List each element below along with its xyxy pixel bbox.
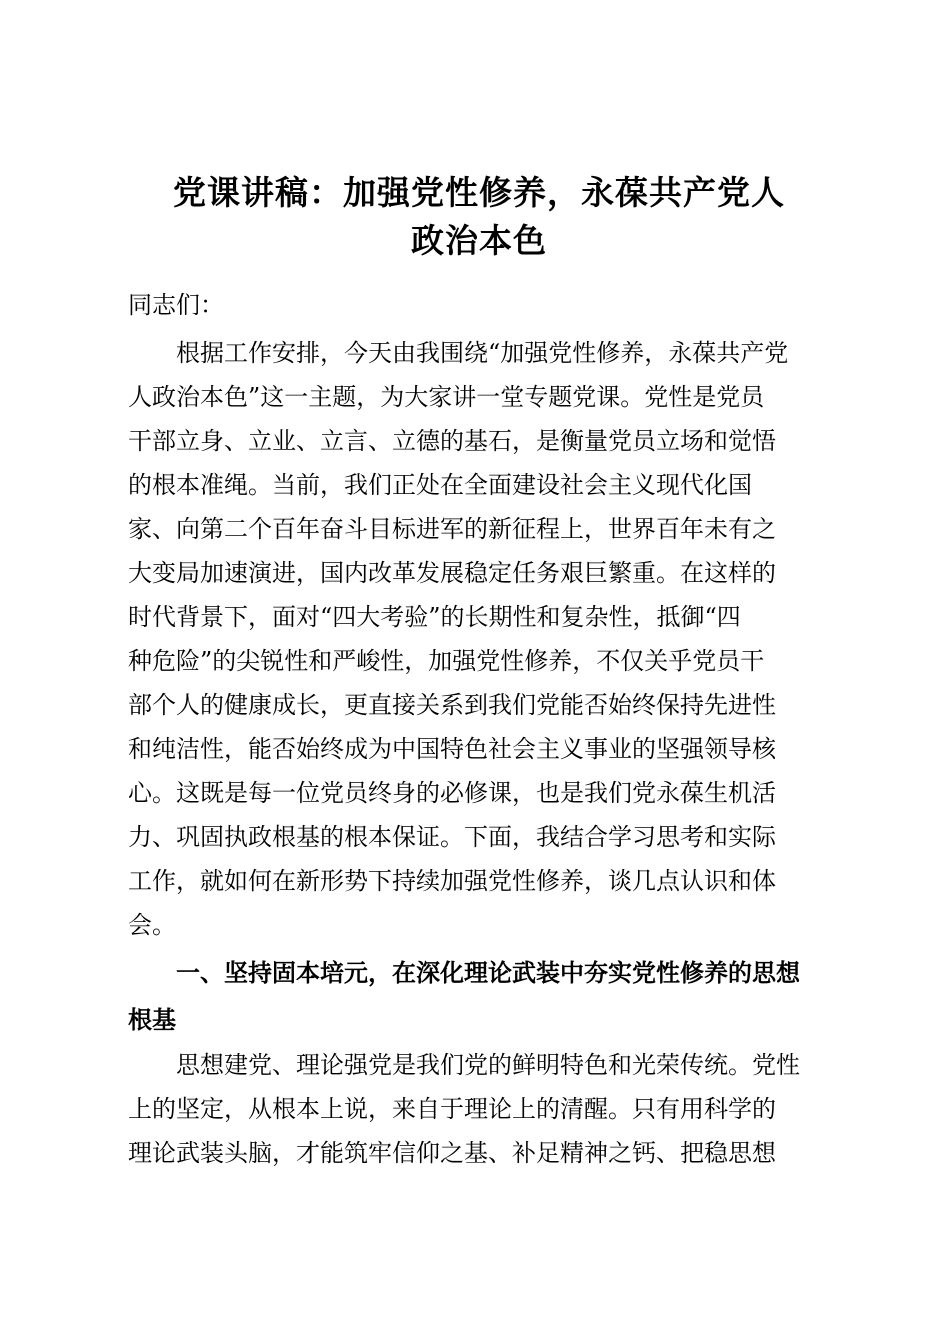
paragraph-1-line: 家、向第二个百年奋斗目标进军的新征程上，世界百年未有之 bbox=[128, 515, 776, 543]
document-title bbox=[128, 169, 830, 265]
paragraph-1-line: 工作，就如何在新形势下持续加强党性修养，谈几点认识和体 bbox=[128, 867, 776, 895]
section-heading-line: 一、坚持固本培元，在深化理论武装中夯实党性修养的思想 bbox=[128, 958, 800, 987]
paragraph-1-line: 种危险”的尖锐性和严峻性，加强党性修养，不仅关乎党员干 bbox=[128, 647, 765, 675]
paragraph-1-line: 心。这既是每一位党员终身的必修课，也是我们党永葆生机活 bbox=[128, 779, 776, 807]
paragraph-1-line: 的根本准绳。当前，我们正处在全面建设社会主义现代化国 bbox=[128, 471, 752, 499]
paragraph-1-line: 会。 bbox=[128, 911, 176, 939]
paragraph-1-line: 人政治本色”这一主题，为大家讲一堂专题党课。党性是党员 bbox=[128, 383, 765, 411]
paragraph-1-line: 和纯洁性，能否始终成为中国特色社会主义事业的坚强领导核 bbox=[128, 735, 776, 763]
title-line-1: 党课讲稿：加强党性修养，永葆共产党人 bbox=[173, 173, 785, 212]
paragraph-2-line: 理论武装头脑，才能筑牢信仰之基、补足精神之钙、把稳思想 bbox=[128, 1139, 776, 1167]
paragraph-2-line: 思想建党、理论强党是我们党的鲜明特色和光荣传统。党性 bbox=[128, 1051, 800, 1079]
paragraph-2-line: 上的坚定，从根本上说，来自于理论上的清醒。只有用科学的 bbox=[128, 1095, 776, 1123]
title-line-2: 政治本色 bbox=[411, 221, 547, 260]
salutation: 同志们： bbox=[128, 291, 224, 319]
section-heading-line: 根基 bbox=[128, 1005, 176, 1034]
paragraph-1-line: 根据工作安排，今天由我围绕“加强党性修养，永葆共产党 bbox=[128, 339, 789, 367]
paragraph-1-line: 时代背景下，面对“四大考验”的长期性和复杂性，抵御“四 bbox=[128, 603, 741, 631]
paragraph-1-line: 大变局加速演进，国内改革发展稳定任务艰巨繁重。在这样的 bbox=[128, 559, 776, 587]
paragraph-1-line: 干部立身、立业、立言、立德的基石，是衡量党员立场和觉悟 bbox=[128, 427, 776, 455]
paragraph-1-line: 部个人的健康成长，更直接关系到我们党能否始终保持先进性 bbox=[128, 691, 776, 719]
paragraph-1-line: 力、巩固执政根基的根本保证。下面，我结合学习思考和实际 bbox=[128, 823, 776, 851]
